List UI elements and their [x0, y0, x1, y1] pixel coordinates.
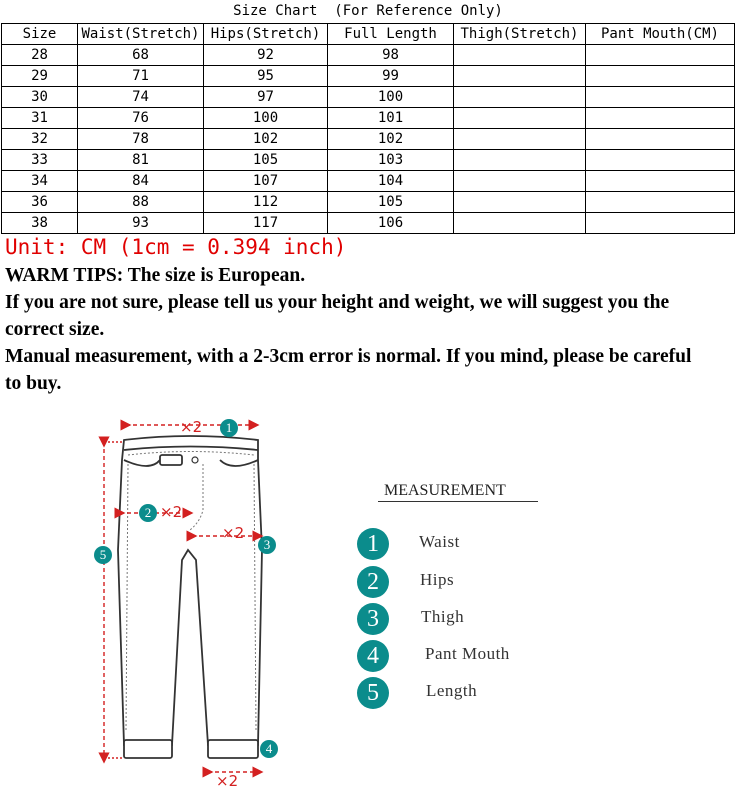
- cell-full-length: 104: [328, 171, 454, 192]
- cell-full-length: 98: [328, 45, 454, 66]
- cell-hips: 100: [204, 108, 328, 129]
- cell-size: 36: [2, 192, 78, 213]
- marker-5-label: 5: [99, 547, 107, 562]
- cell-thigh: [454, 108, 586, 129]
- legend-3-icon: 3: [357, 603, 389, 635]
- legend-2-label: Hips: [420, 570, 455, 589]
- cell-waist: 74: [78, 87, 204, 108]
- table-row: [2, 171, 735, 192]
- cell-full-length: 105: [328, 192, 454, 213]
- cell-thigh: [454, 150, 586, 171]
- cell-full-length: 102: [328, 129, 454, 150]
- cell-waist: 88: [78, 192, 204, 213]
- marker-4-label: 4: [265, 741, 273, 756]
- marker-1-label: 1: [225, 420, 233, 435]
- cell-waist: 71: [78, 66, 204, 87]
- table-body: [2, 45, 735, 234]
- cell-size: 33: [2, 150, 78, 171]
- legend-4-icon: 4: [357, 640, 389, 672]
- times-two-thigh: ×2: [222, 524, 245, 542]
- header-size: Size: [2, 24, 78, 45]
- table-row: [2, 66, 735, 87]
- cell-size: 34: [2, 171, 78, 192]
- cell-full-length: 99: [328, 66, 454, 87]
- cell-pant-mouth: [586, 129, 735, 150]
- cell-hips: 117: [204, 213, 328, 234]
- tips-line-4: to buy.: [5, 373, 62, 394]
- legend-item-waist: [357, 528, 617, 560]
- marker-2-label: 2: [144, 505, 152, 520]
- times-two-waist: ×2: [180, 418, 203, 436]
- cell-full-length: 100: [328, 87, 454, 108]
- cell-size: 30: [2, 87, 78, 108]
- cell-thigh: [454, 213, 586, 234]
- legend-1-label: Waist: [419, 532, 460, 551]
- legend-item-hips: [357, 566, 617, 598]
- legend-5-icon: 5: [357, 677, 389, 709]
- cell-hips: 97: [204, 87, 328, 108]
- cell-hips: 95: [204, 66, 328, 87]
- cell-size: 38: [2, 213, 78, 234]
- warm-tips-heading: WARM TIPS: The size is European.: [5, 265, 306, 286]
- cell-hips: 102: [204, 129, 328, 150]
- times-two-hips: ×2: [160, 503, 183, 521]
- legend-1-icon: 1: [357, 528, 389, 560]
- cell-size: 31: [2, 108, 78, 129]
- header-waist: Waist(Stretch): [78, 24, 204, 45]
- cell-hips: 112: [204, 192, 328, 213]
- cell-waist: 84: [78, 171, 204, 192]
- cell-thigh: [454, 192, 586, 213]
- jeans-outline: [118, 436, 262, 758]
- unit-note: Unit: CM (1cm = 0.394 inch): [5, 235, 347, 259]
- legend-3-label: Thigh: [421, 607, 465, 626]
- cell-thigh: [454, 87, 586, 108]
- table-row: [2, 87, 735, 108]
- cell-size: 29: [2, 66, 78, 87]
- cell-thigh: [454, 129, 586, 150]
- cell-full-length: 103: [328, 150, 454, 171]
- chart-title: Size Chart (For Reference Only): [233, 3, 503, 19]
- cell-thigh: [454, 45, 586, 66]
- jeans-button: [192, 457, 198, 463]
- tips-line-3: Manual measurement, with a 2-3cm error is normal. If you mind, please be careful: [5, 346, 692, 367]
- cell-hips: 107: [204, 171, 328, 192]
- cell-pant-mouth: [586, 108, 735, 129]
- size-table: [1, 23, 735, 234]
- pants-diagram: [0, 400, 300, 794]
- table-row: [2, 192, 735, 213]
- legend-underline: [378, 501, 538, 502]
- legend-5-label: Length: [426, 681, 478, 700]
- cell-pant-mouth: [586, 192, 735, 213]
- cell-pant-mouth: [586, 66, 735, 87]
- cell-full-length: 106: [328, 213, 454, 234]
- legend-4-label: Pant Mouth: [425, 644, 510, 663]
- tips-line-2: correct size.: [5, 319, 105, 340]
- legend-item-thigh: [357, 603, 617, 635]
- cell-hips: 105: [204, 150, 328, 171]
- table-header-row: [2, 24, 735, 45]
- cell-pant-mouth: [586, 213, 735, 234]
- times-two-mouth: ×2: [216, 772, 239, 790]
- cell-waist: 68: [78, 45, 204, 66]
- cell-full-length: 101: [328, 108, 454, 129]
- cell-pant-mouth: [586, 150, 735, 171]
- legend-item-length: [357, 677, 617, 709]
- header-full-length: Full Length: [328, 24, 454, 45]
- cell-waist: 93: [78, 213, 204, 234]
- table-row: [2, 45, 735, 66]
- table-row: [2, 129, 735, 150]
- cell-pant-mouth: [586, 87, 735, 108]
- table-row: [2, 213, 735, 234]
- legend-item-pant-mouth: [357, 640, 617, 672]
- cell-hips: 92: [204, 45, 328, 66]
- header-hips: Hips(Stretch): [204, 24, 328, 45]
- cell-size: 32: [2, 129, 78, 150]
- cell-waist: 78: [78, 129, 204, 150]
- cell-size: 28: [2, 45, 78, 66]
- legend-2-icon: 2: [357, 566, 389, 598]
- table-row: [2, 150, 735, 171]
- cell-pant-mouth: [586, 45, 735, 66]
- table-row: [2, 108, 735, 129]
- legend-heading: MEASUREMENT: [384, 482, 506, 499]
- cell-waist: 81: [78, 150, 204, 171]
- cell-thigh: [454, 66, 586, 87]
- marker-3-label: 3: [263, 537, 271, 552]
- header-thigh: Thigh(Stretch): [454, 24, 586, 45]
- cell-pant-mouth: [586, 171, 735, 192]
- cell-thigh: [454, 171, 586, 192]
- tips-line-1: If you are not sure, please tell us your height and weight, we will suggest you the: [5, 292, 670, 313]
- header-pant-mouth: Pant Mouth(CM): [586, 24, 735, 45]
- cell-waist: 76: [78, 108, 204, 129]
